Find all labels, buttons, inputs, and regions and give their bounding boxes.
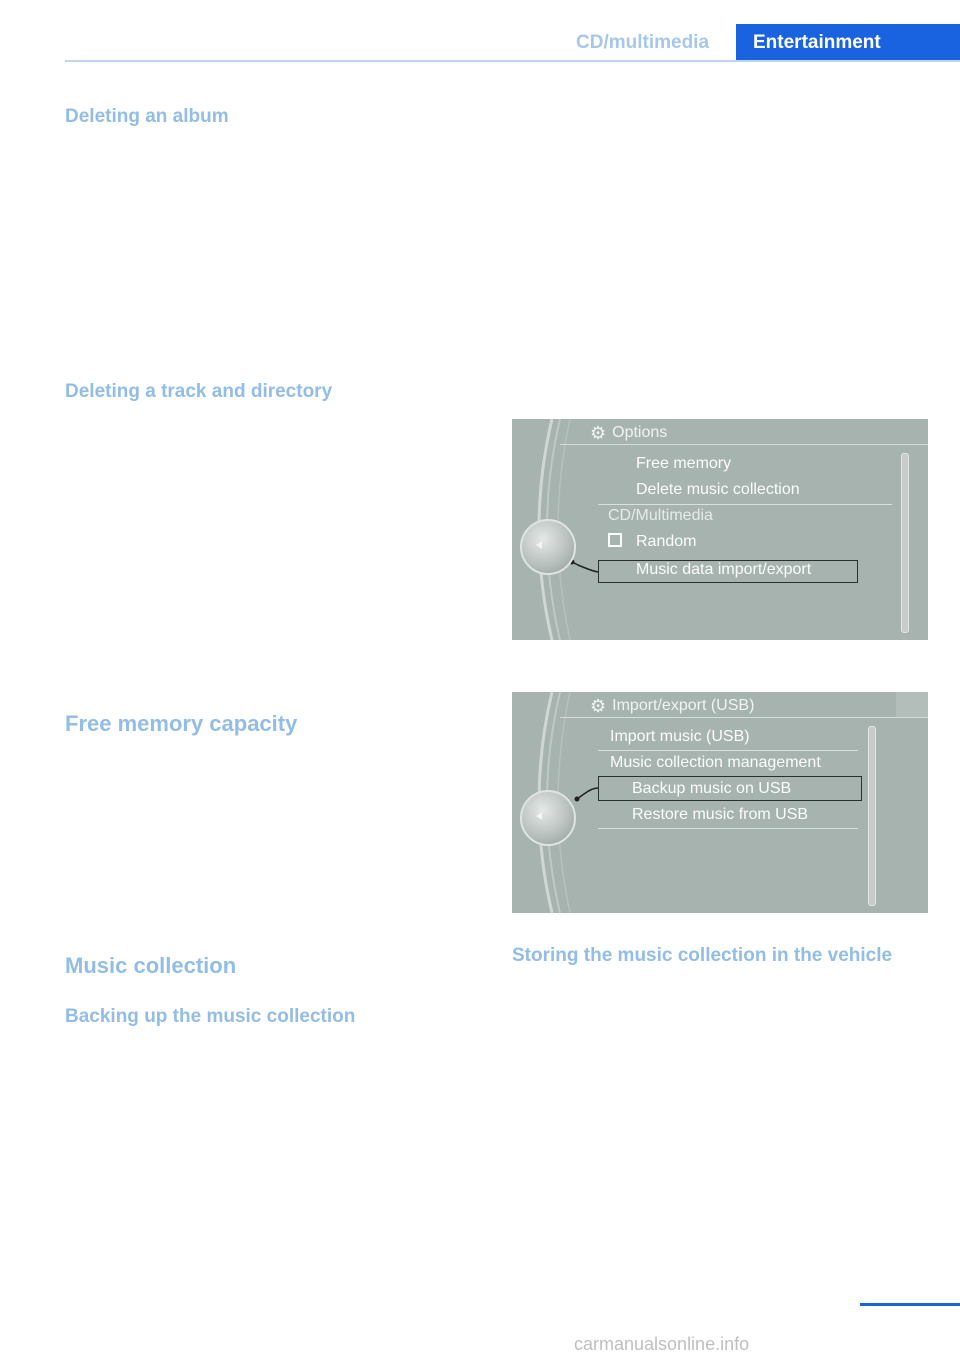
heading-free-memory: Free memory capacity bbox=[65, 711, 298, 736]
menu-item-random[interactable] bbox=[608, 533, 696, 551]
screen-options bbox=[512, 419, 928, 640]
menu-item-backup-music-on-usb-label: Backup music on USB bbox=[632, 780, 792, 797]
screen-options-title-text: Options bbox=[612, 424, 668, 441]
header-section-label: CD/multimedia bbox=[576, 32, 710, 53]
menu-item-random-label: Random bbox=[636, 533, 697, 550]
screen-options-title bbox=[590, 421, 667, 445]
header-tab-label: Entertainment bbox=[753, 32, 881, 53]
menu-item-music-data-import-export-label: Music data import/export bbox=[636, 561, 812, 578]
controller-knob-icon bbox=[520, 519, 576, 575]
knob-arrow-left-icon bbox=[536, 812, 542, 820]
menu-section-cd-multimedia: CD/Multimedia bbox=[608, 507, 713, 524]
controller-arc-graphic bbox=[512, 692, 928, 913]
watermark-text: carmanualsonline.info bbox=[574, 1334, 750, 1354]
heading-deleting-track: Deleting a track and directory bbox=[65, 381, 333, 402]
controller-knob-icon bbox=[520, 790, 576, 846]
screen-import-export bbox=[512, 692, 928, 913]
menu-item-music-collection-management[interactable]: Music collection management bbox=[610, 754, 821, 771]
knob-arrow-left-icon bbox=[536, 541, 542, 549]
heading-music-collection: Music collection bbox=[65, 953, 237, 978]
header-tab-entertainment bbox=[736, 24, 960, 62]
menu-item-restore-music-from-usb[interactable]: Restore music from USB bbox=[632, 806, 809, 823]
import-export-gear-icon: ⚙ bbox=[590, 695, 607, 716]
menu-separator bbox=[598, 504, 892, 505]
menu-item-delete-music-collection[interactable]: Delete music collection bbox=[636, 481, 800, 498]
menu-item-free-memory[interactable]: Free memory bbox=[636, 455, 732, 472]
menu-separator bbox=[598, 750, 858, 751]
controller-arc-graphic bbox=[512, 419, 928, 640]
screen-options-scrollbar[interactable] bbox=[901, 453, 909, 633]
screen-import-export-title-text: Import/export (USB) bbox=[612, 697, 755, 714]
menu-separator bbox=[598, 828, 858, 829]
screen-import-export-title-rule bbox=[560, 717, 928, 718]
screen-options-title-rule bbox=[560, 444, 928, 445]
heading-deleting-album: Deleting an album bbox=[65, 106, 229, 127]
random-checkbox[interactable] bbox=[608, 533, 622, 547]
header-rule bbox=[65, 60, 960, 62]
screen-import-export-scrollbar[interactable] bbox=[868, 726, 876, 906]
menu-item-import-music-usb[interactable]: Import music (USB) bbox=[610, 728, 750, 745]
options-gear-icon: ⚙ bbox=[590, 422, 607, 443]
footer-rule bbox=[860, 1303, 960, 1306]
screen-import-export-title bbox=[590, 694, 754, 718]
heading-backing-up: Backing up the music collection bbox=[65, 1006, 356, 1027]
heading-storing: Storing the music collection in the vehicle bbox=[512, 945, 893, 966]
